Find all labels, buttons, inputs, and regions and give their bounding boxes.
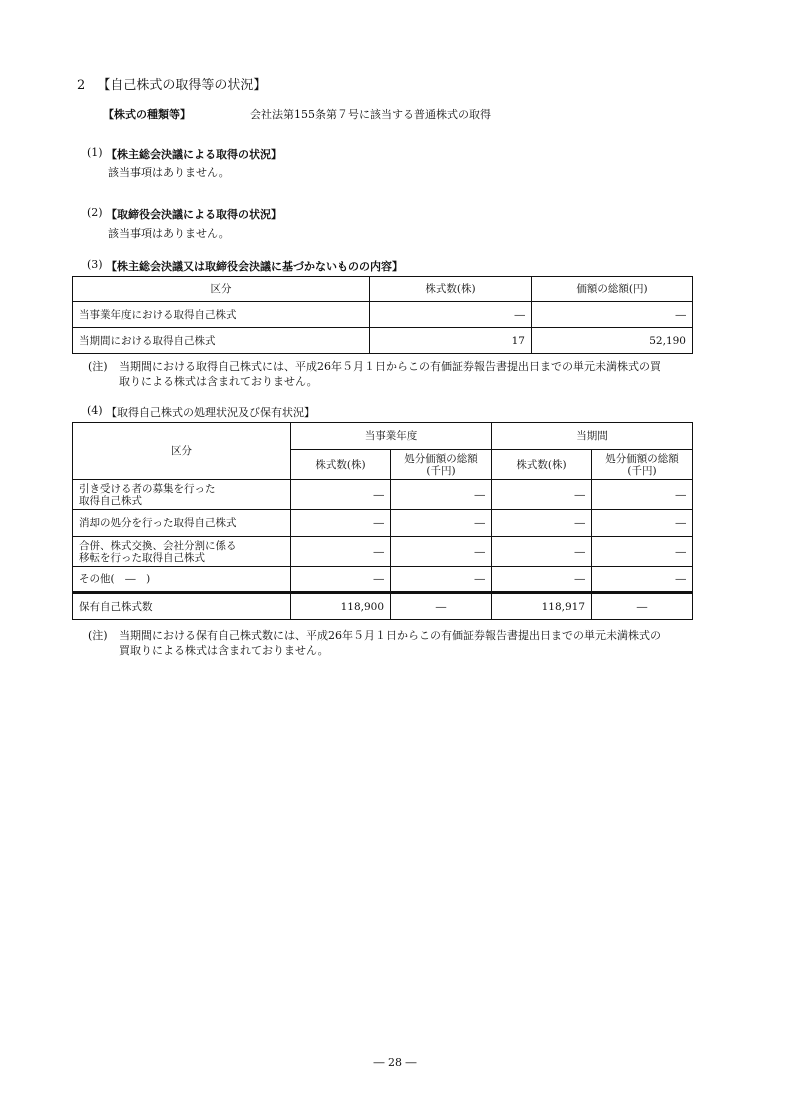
share-type-label: 【株式の種類等】 — [103, 108, 191, 121]
table-row — [73, 480, 693, 510]
header-year-shares: 株式数(株) — [291, 450, 391, 480]
sub4-note-line1: 当期間における保有自己株式数には、平成26年５月１日からこの有価証券報告書提出日までの単元未満株式の — [119, 629, 661, 642]
row-label: 当事業年度における取得自己株式 — [73, 302, 370, 328]
period-value: ― — [592, 537, 693, 567]
row-label — [73, 537, 291, 567]
holding-total-row — [73, 593, 693, 620]
year-shares: ― — [291, 567, 391, 593]
header-period-value — [592, 450, 693, 480]
row-amount: ― — [532, 302, 693, 328]
sub2-title: 【取締役会決議による取得の状況】 — [106, 208, 282, 221]
sub4-number: (4) — [87, 404, 103, 417]
row-shares: ― — [370, 302, 532, 328]
header-category: 区分 — [73, 423, 291, 480]
row-label-line1: 引き受ける者の募集を行った — [79, 482, 216, 495]
section-heading — [77, 74, 266, 93]
table-row — [73, 537, 693, 567]
header-current-year: 当事業年度 — [291, 423, 492, 450]
row-shares: 17 — [370, 328, 532, 354]
row-label-line1: 合併、株式交換、会社分割に係る — [79, 539, 237, 552]
year-shares: ― — [291, 537, 391, 567]
header-current-period: 当期間 — [492, 423, 693, 450]
period-shares: 118,917 — [492, 593, 592, 620]
sub3-title: 【株主総会決議又は取締役会決議に基づかないものの内容】 — [106, 260, 403, 273]
row-label: 保有自己株式数 — [73, 593, 291, 620]
page-number: ― 28 ― — [373, 1056, 417, 1069]
row-label: 消却の処分を行った取得自己株式 — [73, 510, 291, 537]
period-shares: ― — [492, 537, 592, 567]
sub1-title: 【株主総会決議による取得の状況】 — [106, 148, 282, 161]
sub4-note-label: (注) — [88, 629, 108, 642]
header-year-value — [391, 450, 492, 480]
header-shares: 株式数(株) — [370, 277, 532, 302]
header-value-line1: 処分価額の総額 — [404, 452, 478, 465]
period-value: ― — [592, 593, 693, 620]
sub2-body: 該当事項はありません。 — [108, 227, 230, 240]
period-shares: ― — [492, 567, 592, 593]
table-row — [73, 302, 693, 328]
sub3-number: (3) — [87, 258, 103, 271]
row-label-line2: 取得自己株式 — [79, 494, 142, 507]
row-label — [73, 480, 291, 510]
period-shares: ― — [492, 480, 592, 510]
sub3-note-line2: 取りによる株式は含まれておりません。 — [119, 375, 318, 388]
sub1-number: (1) — [87, 146, 103, 159]
header-value-line1: 処分価額の総額 — [605, 452, 679, 465]
header-amount: 価額の総額(円) — [532, 277, 693, 302]
year-value: ― — [391, 480, 492, 510]
year-shares: 118,900 — [291, 593, 391, 620]
period-value: ― — [592, 480, 693, 510]
year-value: ― — [391, 593, 492, 620]
share-type-value: 会社法第155条第７号に該当する普通株式の取得 — [250, 108, 491, 121]
header-category: 区分 — [73, 277, 370, 302]
period-value: ― — [592, 567, 693, 593]
header-value-line2: (千円) — [426, 464, 456, 477]
period-value: ― — [592, 510, 693, 537]
sub4-title: 【取得自己株式の処理状況及び保有状況】 — [106, 406, 315, 419]
sub3-note-label: (注) — [88, 360, 108, 373]
sub2-number: (2) — [87, 206, 103, 219]
holding-table — [72, 422, 693, 620]
table-row — [73, 567, 693, 593]
year-value: ― — [391, 510, 492, 537]
section-number: 2 — [77, 78, 86, 93]
section-title: 【自己株式の取得等の状況】 — [97, 78, 267, 93]
sub1-body: 該当事項はありません。 — [108, 166, 230, 179]
sub4-note-line2: 買取りによる株式は含まれておりません。 — [119, 644, 329, 657]
row-label: 当期間における取得自己株式 — [73, 328, 370, 354]
period-shares: ― — [492, 510, 592, 537]
sub3-note-line1: 当期間における取得自己株式には、平成26年５月１日からこの有価証券報告書提出日までの単元未満株式の買 — [119, 360, 661, 373]
header-value-line2: (千円) — [627, 464, 657, 477]
header-period-shares: 株式数(株) — [492, 450, 592, 480]
table-header-row — [73, 277, 693, 302]
year-shares: ― — [291, 480, 391, 510]
acquisition-table — [72, 276, 693, 354]
year-value: ― — [391, 537, 492, 567]
year-value: ― — [391, 567, 492, 593]
year-shares: ― — [291, 510, 391, 537]
table-row — [73, 328, 693, 354]
row-label-line2: 移転を行った取得自己株式 — [79, 551, 205, 564]
row-label: その他( ― ) — [73, 567, 291, 593]
table-row — [73, 510, 693, 537]
row-amount: 52,190 — [532, 328, 693, 354]
